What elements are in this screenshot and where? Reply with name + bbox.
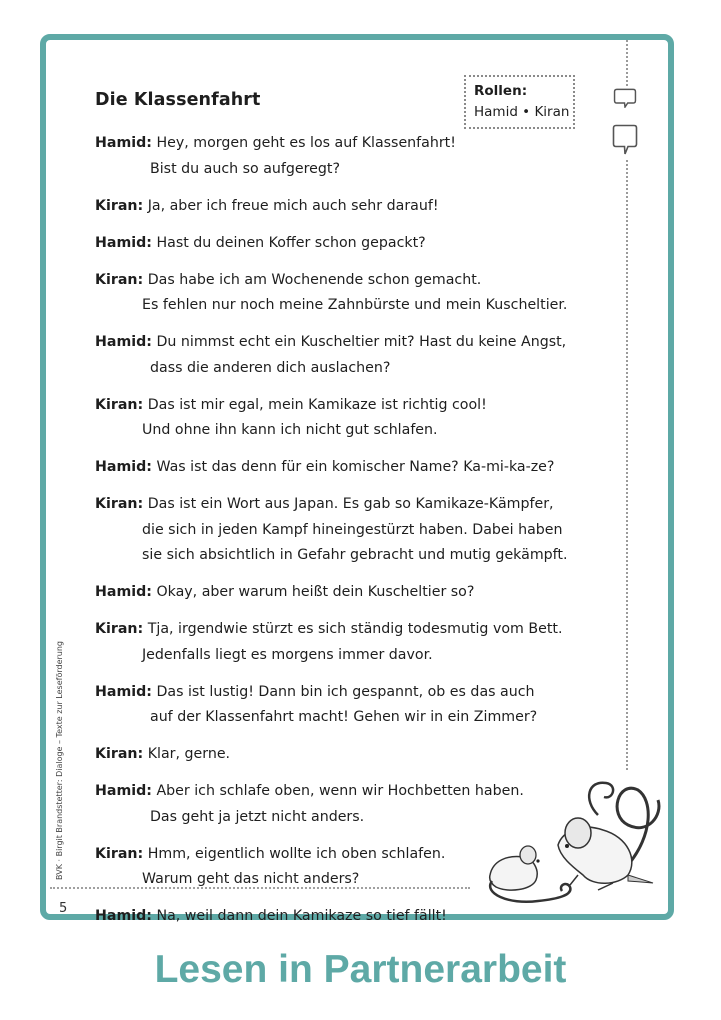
dialog-line: Hey, morgen geht es los auf Klassenfahrt! — [156, 135, 456, 151]
speaker: Hamid: — [95, 683, 152, 700]
dialog-turn — [95, 742, 565, 768]
page-number: 5 — [59, 901, 68, 916]
dialog-line: Ja, aber ich freue mich auch sehr darauf! — [147, 197, 439, 214]
speaker: Kiran: — [95, 396, 144, 413]
page-title: Die Klassenfahrt — [95, 90, 261, 110]
roles-box — [464, 75, 575, 129]
speaker: Hamid: — [95, 584, 152, 600]
dialog-line: Jedenfalls liegt es morgens immer davor. — [142, 646, 433, 663]
speaker: Kiran: — [95, 845, 144, 862]
dialog-turn — [95, 580, 565, 606]
roles-names: Hamid • Kiran — [474, 104, 570, 120]
roles-label: Rollen: — [474, 83, 528, 99]
dialog-turn — [95, 617, 565, 668]
speaker: Kiran: — [95, 621, 144, 637]
dialog-line: Das habe ich am Wochenende schon gemacht. — [147, 271, 482, 288]
dialog-turn — [95, 680, 565, 731]
dialog-line: sie sich absichtlich in Gefahr gebracht und mutig gekämpft. — [142, 547, 568, 563]
dialog-line: Du nimmst echt ein Kuscheltier mit? Hast du keine Angst, — [156, 334, 567, 350]
dialog-line: Es fehlen nur noch meine Zahnbürste und mein Kuscheltier. — [142, 297, 568, 313]
dialog-line: Tja, irgendwie stürzt es sich ständig todesmutig vom Bett. — [147, 621, 563, 637]
dialog-line: die sich in jeden Kampf hineingestürzt haben. Dabei haben — [142, 521, 563, 538]
dialog-line: Und ohne ihn kann ich nicht gut schlafen. — [142, 422, 438, 438]
dialog-turn — [95, 455, 565, 481]
dialog-line: Na, weil dann dein Kamikaze so tief fällt! — [156, 908, 447, 924]
footer-banner: Lesen in Partnerarbeit — [154, 948, 567, 991]
speaker: Kiran: — [95, 746, 144, 762]
dialog-line: dass die anderen dich auslachen? — [150, 359, 391, 376]
dialog-line: Hmm, eigentlich wollte ich oben schlafen. — [147, 845, 446, 862]
dialog-turn — [95, 231, 565, 257]
dialog-turn — [95, 393, 565, 444]
dotted-divider-vertical — [626, 40, 628, 86]
speaker: Kiran: — [95, 496, 144, 512]
dialog-turn — [95, 330, 565, 381]
speaker: Hamid: — [95, 459, 152, 475]
speech-bubble-icon — [612, 124, 638, 156]
speaker: Hamid: — [95, 783, 152, 799]
dialog-line: Klar, gerne. — [147, 746, 231, 762]
mice-illustration — [478, 775, 678, 915]
dialog-line: Das ist lustig! Dann bin ich gespannt, ob es das auch — [156, 683, 535, 700]
dialog-line: Das ist mir egal, mein Kamikaze ist richtig cool! — [147, 396, 487, 413]
dotted-divider-horizontal — [50, 887, 470, 889]
dialog-line: Aber ich schlafe oben, wenn wir Hochbetten haben. — [156, 783, 524, 799]
speaker: Hamid: — [95, 234, 152, 251]
dialog-line: Hast du deinen Koffer schon gepackt? — [156, 234, 426, 251]
dialog-turn — [95, 194, 565, 220]
dialog-line: auf der Klassenfahrt macht! Gehen wir in ein Zimmer? — [150, 709, 538, 725]
dialog-turn — [95, 492, 568, 569]
dialog-turn — [95, 131, 565, 182]
credit-line: BVK · Birgit Brandstetter: Dialoge – Texte zur Leseförderung — [55, 641, 64, 880]
dialog-line: Okay, aber warum heißt dein Kuscheltier so? — [156, 584, 475, 600]
speech-bubble-icon — [612, 88, 638, 108]
speaker: Kiran: — [95, 271, 144, 288]
speaker: Hamid: — [95, 334, 152, 350]
speaker: Hamid: — [95, 908, 152, 924]
speaker: Kiran: — [95, 197, 144, 214]
dialog-line: Was ist das denn für ein komischer Name? Ka-mi-ka-ze? — [156, 459, 555, 475]
dialog-line: Das ist ein Wort aus Japan. Es gab so Kamikaze-Kämpfer, — [147, 496, 554, 512]
dialog-turn — [95, 268, 568, 319]
dialog-line: Bist du auch so aufgeregt? — [150, 160, 340, 177]
dotted-divider-vertical — [626, 160, 628, 770]
speaker: Hamid: — [95, 135, 152, 151]
dialog-line: Das geht ja jetzt nicht anders. — [150, 808, 365, 825]
dialog-line: Warum geht das nicht anders? — [142, 871, 360, 887]
